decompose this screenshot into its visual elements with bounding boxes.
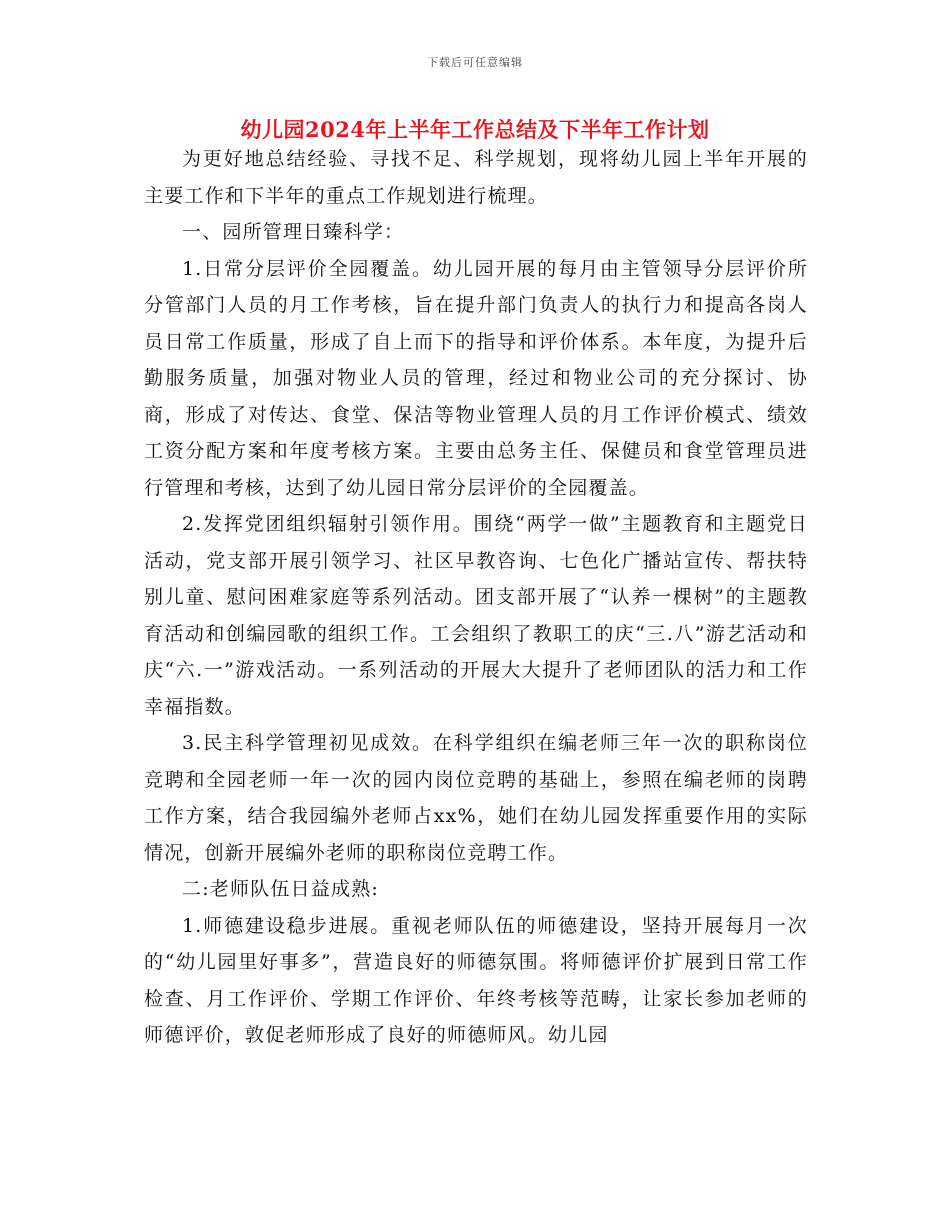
header-note: 下载后可任意编辑: [427, 56, 523, 69]
document-title: 幼儿园2024年上半年工作总结及下半年工作计划: [240, 117, 710, 142]
paragraph-layered-evaluation: 1.日常分层评价全园覆盖。幼儿园开展的每月由主管领导分层评价所分管部门人员的月工作考核，旨在提升部门负责人的执行力和提高各岗人员日常工作质量，形成了自上而下的指导和评价体系。本年度，为提升后勤服务质量，加强对物业人员的管理，经过和物业公司的充分探讨、协商，形成了对传达、食堂、保洁等物业管理人员的月工作评价模式、绩效工资分配方案和年度考核方案。主要由总务主任、保健员和食堂管理员进行管理和考核，达到了幼儿园日常分层评价的全园覆盖。: [144, 257, 808, 499]
intro-paragraph: 为更好地总结经验、寻找不足、科学规划，现将幼儿园上半年开展的主要工作和下半年的重点工作规划进行梳理。: [144, 148, 808, 207]
section-heading-management: 一、园所管理日臻科学：: [182, 221, 405, 243]
paragraph-party-league: 2.发挥党团组织辐射引领作用。围绕“两学一做”主题教育和主题党日活动，党支部开展引领学习、社区早教咨询、七色化广播站宣传、帮扶特别儿童、慰问困难家庭等系列活动。团支部开展了“认养一棵树”的主题教育活动和创编园歌的组织工作。工会组织了教职工的庆“三.八”游艺活动和庆“六.一”游戏活动。一系列活动的开展大大提升了老师团队的活力和工作幸福指数。: [144, 513, 808, 718]
section-heading-teachers: 二:老师队伍日益成熟:: [182, 878, 380, 900]
paragraph-teacher-ethics: 1.师德建设稳步进展。重视老师队伍的师德建设，坚持开展每月一次的“幼儿园里好事多”，营造良好的师德氛围。将师德评价扩展到日常工作检查、月工作评价、学期工作评价、年终考核等范畴，让家长参加老师的师德评价，敦促老师形成了良好的师德师风。幼儿园: [144, 914, 808, 1046]
paragraph-democratic-management: 3.民主科学管理初见成效。在科学组织在编老师三年一次的职称岗位竞聘和全园老师一年一次的园内岗位竞聘的基础上，参照在编老师的岗聘工作方案，结合我园编外老师占xx%，她们在幼儿园发挥重要作用的实际情况，创新开展编外老师的职称岗位竞聘工作。: [144, 732, 808, 864]
document-body: [144, 141, 808, 1054]
